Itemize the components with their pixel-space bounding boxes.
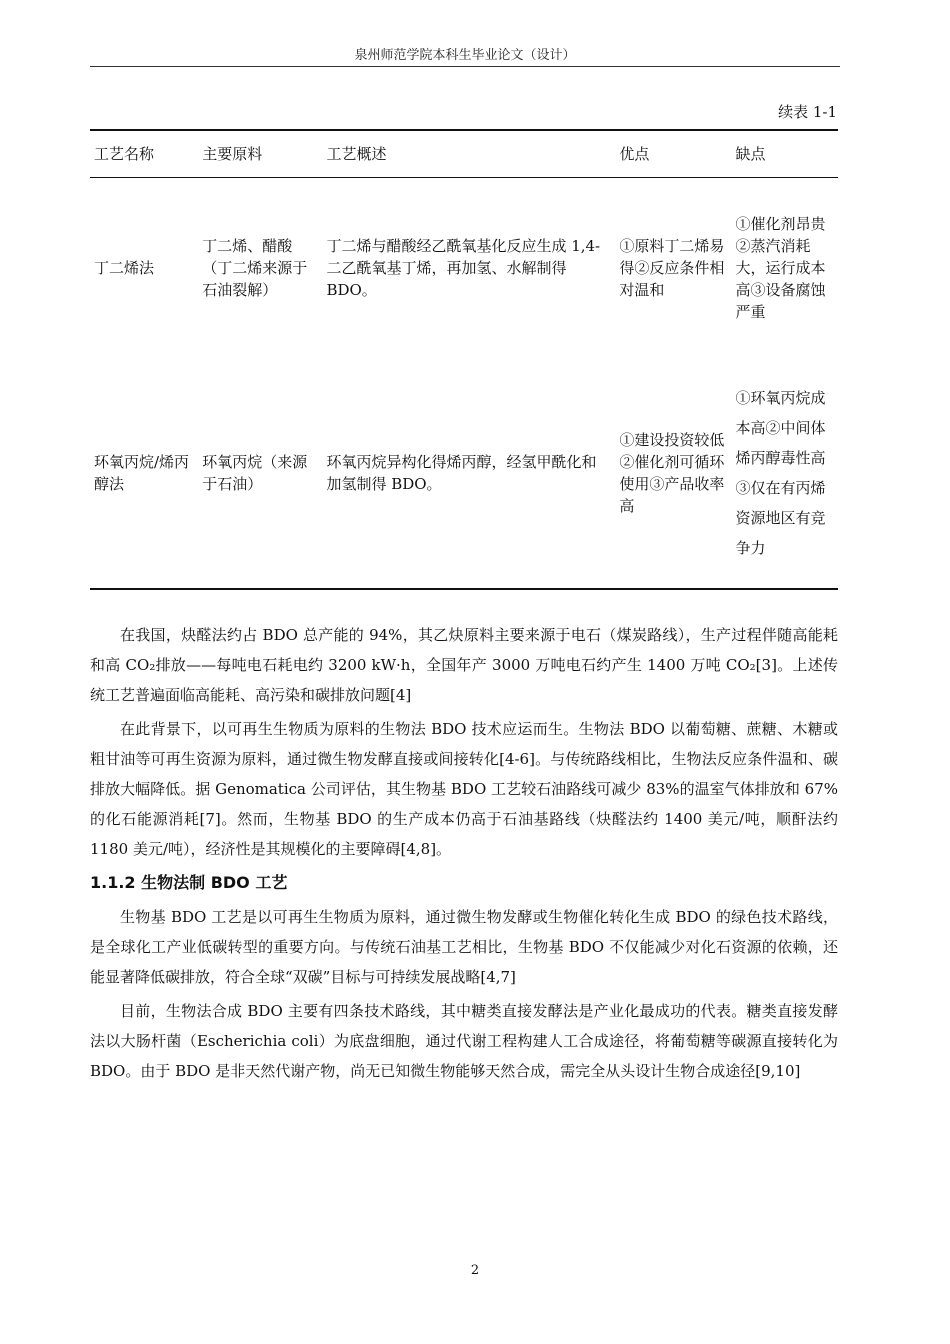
paragraph: 在此背景下，以可再生生物质为原料的生物法 BDO 技术应运而生。生物法 BDO 以葡萄糖、蔗糖、木糖或粗甘油等可再生资源为原料，通过微生物发酵直接或间接转化[4-6]。与传统路线相比，生物法反应条件温和、碳排放大幅降低。据 Genomatica 公司评估，其生物基 BDO 工艺较石油路线可减少 83%的温室气体排放和 67%的化石能源消耗[7]。然而，生物基 BDO 的生产成本仍高于石油基路线（炔醛法约 1400 美元/吨，顺酐法约 1180 美元/吨），经济性是其规模化的主要障碍[4,8]。 — [90, 720, 838, 858]
process-table — [90, 129, 838, 590]
col-header-pros: 优点 — [619, 145, 650, 163]
header-rule — [90, 66, 840, 67]
body-text — [90, 620, 838, 1090]
col-header-cons: 缺点 — [735, 145, 766, 163]
cell-pros: ①建设投资较低②催化剂可循环使用③产品收率高 — [619, 431, 725, 515]
cell-cons: ①环氧丙烷成本高②中间体烯丙醇毒性高③仅在有丙烯资源地区有竞争力 — [735, 389, 826, 557]
cell-summary: 丁二烯与醋酸经乙酰氧基化反应生成 1,4-二乙酰氧基丁烯，再加氢、水解制得 BDO。 — [326, 237, 601, 299]
paragraph: 生物基 BDO 工艺是以可再生生物质为原料，通过微生物发酵或生物催化转化生成 BDO 的绿色技术路线，是全球化工产业低碳转型的重要方向。与传统石油基工艺相比，生物基 BDO 不仅能减少对化石资源的依赖，还能显著降低碳排放，符合全球“双碳”目标与可持续发展战略[4,7] — [90, 908, 838, 986]
cell-material: 丁二烯、醋酸（丁二烯来源于石油裂解） — [202, 237, 308, 299]
paragraph: 在我国，炔醛法约占 BDO 总产能的 94%，其乙炔原料主要来源于电石（煤炭路线），生产过程伴随高能耗和高 CO₂排放——每吨电石耗电约 3200 kW·h，全国年产 3000 万吨电石约产生 1400 万吨 CO₂[3]。上述传统工艺普遍面临高能耗、高污染和碳排放问题[4] — [90, 626, 838, 704]
cell-cons: ①催化剂昂贵②蒸汽消耗大，运行成本高③设备腐蚀严重 — [735, 215, 826, 321]
section-heading: 1.1.2 生物法制 BDO 工艺 — [90, 873, 288, 892]
paragraph: 目前，生物法合成 BDO 主要有四条技术路线，其中糖类直接发酵法是产业化最成功的代表。糖类直接发酵法以大肠杆菌（Escherichia coli）为底盘细胞，通过代谢工程构建人工合成途径，将葡萄糖等碳源直接转化为 BDO。由于 BDO 是非天然代谢产物，尚无已知微生物能够天然合成，需完全从头设计生物合成途径[9,10] — [90, 1002, 838, 1080]
cell-pros: ①原料丁二烯易得②反应条件相对温和 — [619, 237, 725, 299]
col-header-material: 主要原料 — [202, 145, 263, 163]
cell-name: 环氧丙烷/烯丙醇法 — [94, 453, 190, 493]
table-row — [90, 358, 838, 589]
cell-material: 环氧丙烷（来源于石油） — [202, 453, 308, 493]
cell-summary: 环氧丙烷异构化得烯丙醇，经氢甲酰化和加氢制得 BDO。 — [326, 453, 597, 493]
col-header-name: 工艺名称 — [94, 145, 155, 163]
table-header-row — [90, 130, 838, 178]
page-header: 泉州师范学院本科生毕业论文（设计） — [354, 48, 576, 63]
table-continued-label: 续表 1-1 — [778, 103, 837, 121]
cell-name: 丁二烯法 — [94, 259, 155, 277]
page-number: 2 — [470, 1263, 480, 1278]
table-row — [90, 178, 838, 359]
col-header-summary: 工艺概述 — [326, 145, 387, 163]
